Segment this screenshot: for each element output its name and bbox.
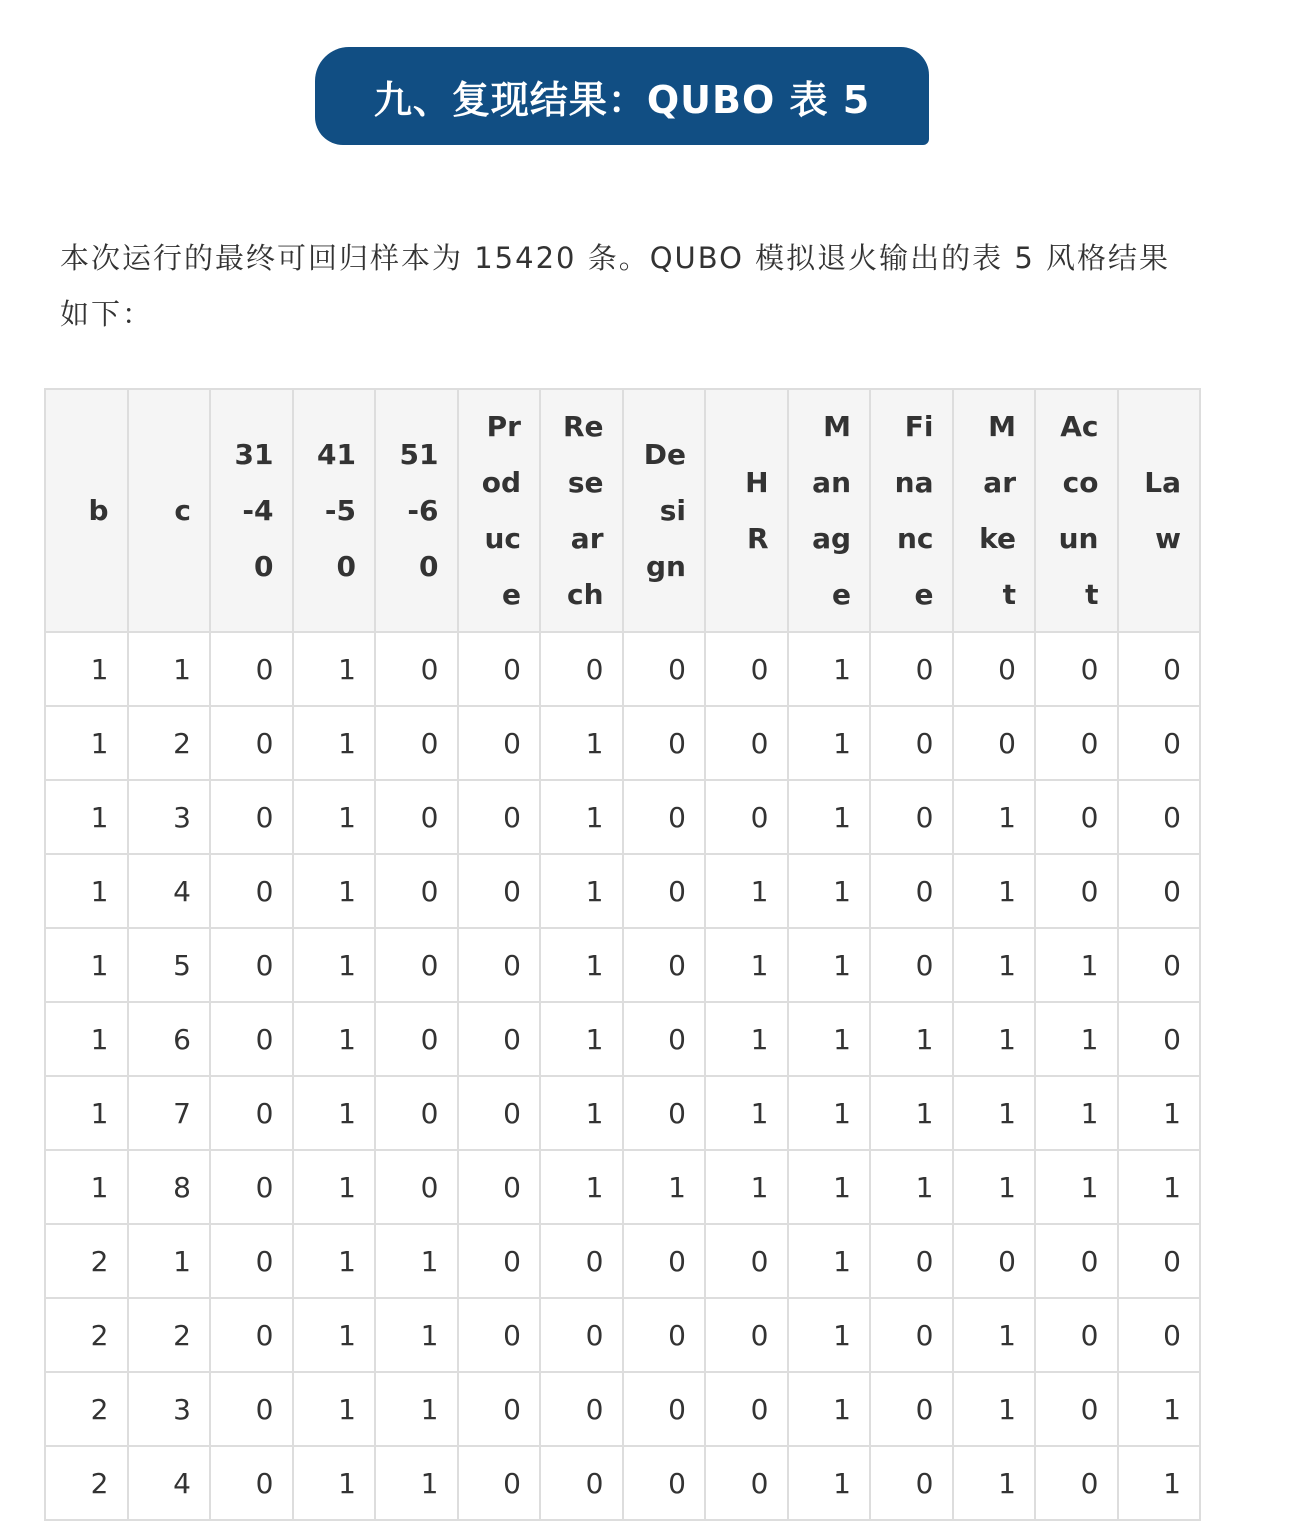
table-cell: 0 (870, 1446, 953, 1520)
table-cell: 1 (705, 1150, 788, 1224)
table-cell: 1 (540, 1150, 623, 1224)
table-row (45, 1002, 1200, 1076)
table-row (45, 1224, 1200, 1298)
table-cell: 0 (210, 1372, 293, 1446)
column-header: 31-40 (210, 389, 293, 632)
table-cell: 2 (45, 1446, 128, 1520)
table-cell: 1 (953, 1002, 1036, 1076)
table-cell: 0 (1035, 706, 1118, 780)
table-cell: 0 (1118, 1298, 1201, 1372)
table-cell: 0 (953, 632, 1036, 706)
table-cell: 1 (128, 1224, 211, 1298)
table-cell: 0 (210, 854, 293, 928)
results-table (44, 388, 1201, 1521)
table-cell: 1 (1035, 1150, 1118, 1224)
column-header: Manage (788, 389, 871, 632)
table-cell: 0 (870, 632, 953, 706)
table-cell: 1 (375, 1298, 458, 1372)
table-row (45, 780, 1200, 854)
table-cell: 1 (293, 706, 376, 780)
table-cell: 0 (458, 1002, 541, 1076)
table-cell: 1 (375, 1372, 458, 1446)
table-cell: 1 (293, 1076, 376, 1150)
table-cell: 4 (128, 1446, 211, 1520)
table-cell: 1 (705, 854, 788, 928)
table-cell: 0 (458, 1224, 541, 1298)
table-cell: 1 (953, 1076, 1036, 1150)
table-cell: 0 (705, 780, 788, 854)
table-cell: 1 (953, 1150, 1036, 1224)
table-cell: 0 (458, 632, 541, 706)
table-cell: 0 (540, 1224, 623, 1298)
table-cell: 0 (1035, 780, 1118, 854)
table-cell: 1 (1035, 928, 1118, 1002)
table-cell: 1 (953, 780, 1036, 854)
table-cell: 2 (128, 1298, 211, 1372)
table-cell: 0 (375, 1002, 458, 1076)
table-cell: 1 (293, 1002, 376, 1076)
table-cell: 0 (1118, 632, 1201, 706)
table-cell: 2 (45, 1224, 128, 1298)
table-cell: 3 (128, 780, 211, 854)
table-cell: 0 (540, 1446, 623, 1520)
table-cell: 0 (375, 632, 458, 706)
table-cell: 1 (953, 1372, 1036, 1446)
table-cell: 0 (210, 928, 293, 1002)
table-cell: 1 (953, 854, 1036, 928)
table-header (45, 389, 1200, 632)
table-cell: 0 (705, 1372, 788, 1446)
table-cell: 0 (870, 1298, 953, 1372)
table-body (45, 632, 1200, 1520)
table-cell: 0 (870, 854, 953, 928)
table-cell: 0 (458, 706, 541, 780)
table-cell: 1 (870, 1002, 953, 1076)
column-header: HR (705, 389, 788, 632)
table-cell: 0 (705, 1298, 788, 1372)
table-cell: 0 (623, 1372, 706, 1446)
table-row (45, 1298, 1200, 1372)
table-cell: 0 (1118, 706, 1201, 780)
section-title: 九、复现结果：QUBO 表 5 (315, 47, 929, 145)
table-row (45, 632, 1200, 706)
table-cell: 0 (1035, 632, 1118, 706)
table-cell: 0 (870, 706, 953, 780)
table-cell: 1 (375, 1224, 458, 1298)
column-header: 41-50 (293, 389, 376, 632)
table-cell: 1 (788, 928, 871, 1002)
column-header: Produce (458, 389, 541, 632)
table-cell: 0 (458, 780, 541, 854)
table-cell: 1 (45, 706, 128, 780)
table-cell: 0 (375, 1150, 458, 1224)
table-cell: 0 (210, 1076, 293, 1150)
table-cell: 0 (540, 1372, 623, 1446)
table-cell: 1 (953, 1446, 1036, 1520)
table-cell: 0 (623, 854, 706, 928)
table-row (45, 706, 1200, 780)
table-cell: 1 (705, 1076, 788, 1150)
table-cell: 0 (210, 1446, 293, 1520)
table-cell: 1 (45, 928, 128, 1002)
table-cell: 1 (293, 1298, 376, 1372)
table-cell: 1 (788, 1446, 871, 1520)
table-cell: 1 (540, 706, 623, 780)
table-row (45, 928, 1200, 1002)
table-cell: 0 (1118, 854, 1201, 928)
table-cell: 0 (375, 1076, 458, 1150)
table-cell: 1 (953, 928, 1036, 1002)
table-cell: 0 (210, 780, 293, 854)
table-cell: 0 (458, 1150, 541, 1224)
table-cell: 0 (623, 1298, 706, 1372)
table-cell: 1 (788, 706, 871, 780)
table-cell: 0 (1035, 854, 1118, 928)
table-row (45, 1150, 1200, 1224)
table-cell: 0 (210, 1224, 293, 1298)
table-cell: 0 (210, 1002, 293, 1076)
results-table-container (44, 388, 1200, 1521)
table-cell: 0 (705, 1446, 788, 1520)
table-cell: 1 (623, 1150, 706, 1224)
table-cell: 1 (788, 1224, 871, 1298)
table-cell: 1 (788, 1150, 871, 1224)
table-cell: 1 (870, 1150, 953, 1224)
table-cell: 0 (1118, 928, 1201, 1002)
table-cell: 0 (458, 1076, 541, 1150)
table-cell: 1 (1118, 1446, 1201, 1520)
table-cell: 0 (870, 780, 953, 854)
table-cell: 0 (458, 1298, 541, 1372)
table-cell: 0 (375, 780, 458, 854)
table-cell: 1 (293, 1224, 376, 1298)
table-cell: 1 (293, 780, 376, 854)
table-cell: 0 (1035, 1372, 1118, 1446)
table-cell: 0 (540, 1298, 623, 1372)
table-cell: 0 (1118, 780, 1201, 854)
table-cell: 0 (953, 706, 1036, 780)
table-cell: 1 (128, 632, 211, 706)
table-cell: 0 (458, 854, 541, 928)
table-cell: 0 (623, 706, 706, 780)
table-cell: 1 (540, 1076, 623, 1150)
table-cell: 0 (623, 632, 706, 706)
table-cell: 1 (540, 780, 623, 854)
table-cell: 2 (45, 1298, 128, 1372)
table-cell: 4 (128, 854, 211, 928)
table-cell: 0 (375, 706, 458, 780)
table-cell: 0 (375, 854, 458, 928)
table-cell: 1 (45, 854, 128, 928)
column-header: Law (1118, 389, 1201, 632)
table-cell: 7 (128, 1076, 211, 1150)
table-cell: 1 (788, 1298, 871, 1372)
table-cell: 1 (45, 1002, 128, 1076)
table-cell: 0 (458, 928, 541, 1002)
table-cell: 3 (128, 1372, 211, 1446)
table-cell: 1 (788, 1372, 871, 1446)
table-cell: 1 (953, 1298, 1036, 1372)
table-cell: 1 (293, 854, 376, 928)
table-cell: 5 (128, 928, 211, 1002)
table-cell: 0 (623, 1002, 706, 1076)
table-cell: 0 (953, 1224, 1036, 1298)
table-cell: 0 (705, 1224, 788, 1298)
column-header: b (45, 389, 128, 632)
table-cell: 1 (293, 928, 376, 1002)
table-cell: 1 (540, 854, 623, 928)
table-row (45, 1076, 1200, 1150)
table-cell: 2 (128, 706, 211, 780)
table-cell: 6 (128, 1002, 211, 1076)
table-cell: 1 (1118, 1372, 1201, 1446)
table-cell: 1 (375, 1446, 458, 1520)
table-cell: 0 (210, 1298, 293, 1372)
table-cell: 2 (45, 1372, 128, 1446)
table-cell: 0 (1118, 1224, 1201, 1298)
table-cell: 1 (45, 632, 128, 706)
table-cell: 1 (705, 1002, 788, 1076)
intro-paragraph: 本次运行的最终可回归样本为 15420 条。QUBO 模拟退火输出的表 5 风格结果如下： (60, 241, 1171, 331)
header-row (45, 389, 1200, 632)
table-cell: 0 (705, 706, 788, 780)
table-cell: 0 (375, 928, 458, 1002)
table-cell: 1 (293, 1372, 376, 1446)
table-cell: 0 (705, 632, 788, 706)
table-cell: 1 (293, 1150, 376, 1224)
table-cell: 0 (210, 1150, 293, 1224)
table-cell: 1 (540, 928, 623, 1002)
table-cell: 8 (128, 1150, 211, 1224)
table-cell: 1 (45, 1150, 128, 1224)
table-cell: 1 (788, 1002, 871, 1076)
table-cell: 1 (1035, 1002, 1118, 1076)
table-cell: 1 (1035, 1076, 1118, 1150)
table-cell: 1 (788, 1076, 871, 1150)
table-cell: 0 (1035, 1224, 1118, 1298)
table-cell: 1 (293, 632, 376, 706)
table-cell: 0 (210, 632, 293, 706)
table-cell: 0 (623, 1446, 706, 1520)
column-header: Research (540, 389, 623, 632)
column-header: Account (1035, 389, 1118, 632)
table-cell: 0 (458, 1446, 541, 1520)
table-cell: 0 (623, 780, 706, 854)
column-header: Finance (870, 389, 953, 632)
table-cell: 1 (870, 1076, 953, 1150)
column-header: Market (953, 389, 1036, 632)
table-cell: 1 (293, 1446, 376, 1520)
table-cell: 0 (623, 928, 706, 1002)
table-cell: 1 (45, 1076, 128, 1150)
table-cell: 0 (540, 632, 623, 706)
table-cell: 1 (540, 1002, 623, 1076)
table-cell: 0 (1035, 1298, 1118, 1372)
table-cell: 1 (45, 780, 128, 854)
table-cell: 0 (1035, 1446, 1118, 1520)
table-cell: 1 (788, 780, 871, 854)
column-header: c (128, 389, 211, 632)
table-cell: 0 (870, 1224, 953, 1298)
column-header: 51-60 (375, 389, 458, 632)
table-cell: 1 (705, 928, 788, 1002)
table-cell: 0 (458, 1372, 541, 1446)
table-row (45, 1446, 1200, 1520)
table-cell: 0 (870, 1372, 953, 1446)
table-cell: 0 (870, 928, 953, 1002)
table-cell: 0 (623, 1224, 706, 1298)
table-cell: 1 (1118, 1150, 1201, 1224)
table-row (45, 854, 1200, 928)
column-header: Design (623, 389, 706, 632)
table-row (45, 1372, 1200, 1446)
table-cell: 1 (788, 632, 871, 706)
table-cell: 0 (210, 706, 293, 780)
table-cell: 1 (788, 854, 871, 928)
table-cell: 0 (1118, 1002, 1201, 1076)
table-cell: 0 (623, 1076, 706, 1150)
table-cell: 1 (1118, 1076, 1201, 1150)
